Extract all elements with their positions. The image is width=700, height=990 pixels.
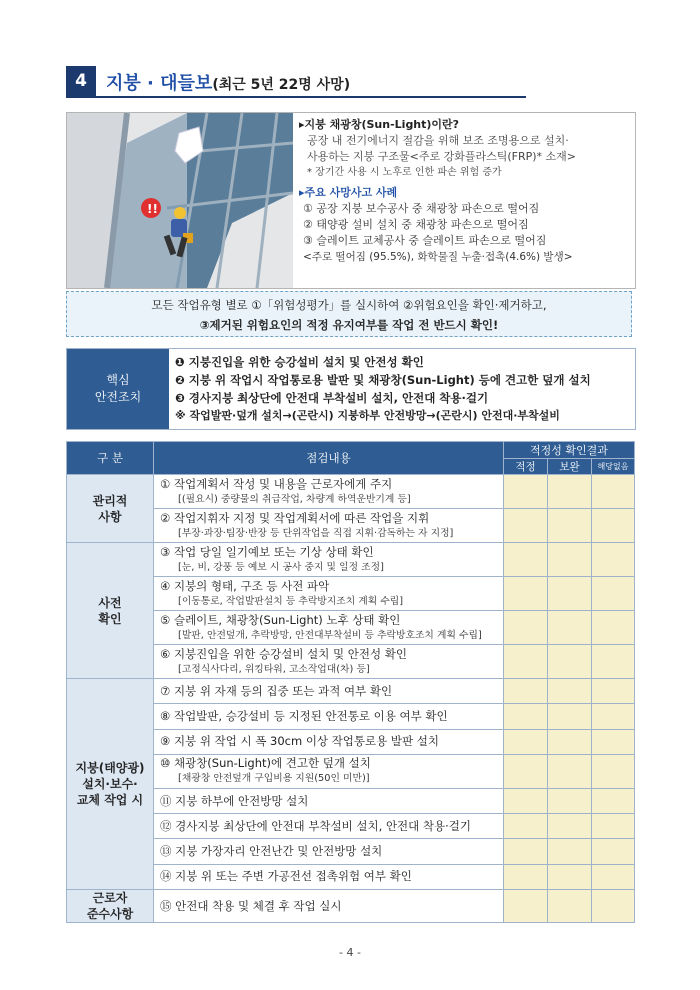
section-header	[66, 66, 526, 98]
result-cell-na[interactable]	[592, 509, 635, 543]
core-safety-list	[175, 353, 631, 425]
result-cell-na[interactable]	[592, 611, 635, 645]
category-label: 사전	[98, 595, 122, 610]
result-cell-fix[interactable]	[548, 890, 592, 923]
result-cell-na[interactable]	[592, 577, 635, 611]
category-label: 사항	[98, 509, 122, 524]
table-row	[67, 475, 635, 509]
check-item-detail: [부장·과장·팀장·반장 등 단위작업을 직접 지휘·감독하는 자 지정]	[178, 527, 454, 539]
check-item-text: ⑥ 지붕진입을 위한 승강설비 설치 및 안전성 확인	[160, 646, 407, 661]
info-line: 공장 내 전기에너지 절감을 위해 보조 조명용으로 설치·	[307, 134, 569, 147]
result-cell-ok[interactable]	[504, 679, 548, 704]
result-cell-ok[interactable]	[504, 864, 548, 889]
category-label: 근로자	[92, 891, 128, 906]
result-cell-ok[interactable]	[504, 788, 548, 813]
table-row	[67, 679, 635, 704]
core-item: ❸ 경사지붕 최상단에 안전대 부착설비 설치, 안전대 착용·걸기	[175, 391, 489, 405]
check-item-text: ③ 작업 당일 일기예보 또는 기상 상태 확인	[160, 544, 374, 559]
result-cell-fix[interactable]	[548, 509, 592, 543]
check-item	[154, 814, 504, 839]
check-item-text: ⑮ 안전대 착용 및 체결 후 작업 실시	[160, 898, 342, 913]
col-header-content: 점검내용	[154, 442, 504, 475]
result-cell-ok[interactable]	[504, 729, 548, 754]
notice-line: ③제거된 위험요인의 적정 유지여부를 작업 전 반드시 확인!	[199, 318, 499, 332]
check-item	[154, 729, 504, 754]
result-cell-na[interactable]	[592, 839, 635, 864]
check-item	[154, 577, 504, 611]
check-item-text: ⑬ 지붕 가장자리 안전난간 및 안전방망 설치	[160, 844, 383, 859]
result-cell-ok[interactable]	[504, 543, 548, 577]
col-header-ok: 적정	[504, 459, 548, 475]
result-cell-fix[interactable]	[548, 543, 592, 577]
result-cell-ok[interactable]	[504, 611, 548, 645]
category-cell	[67, 543, 154, 679]
result-cell-fix[interactable]	[548, 475, 592, 509]
info-line: 사용하는 지붕 구조물<주로 강화플라스틱(FRP)* 소재>	[307, 150, 576, 163]
check-item	[154, 509, 504, 543]
check-item	[154, 543, 504, 577]
result-cell-ok[interactable]	[504, 754, 548, 788]
result-cell-na[interactable]	[592, 543, 635, 577]
page-number: - 4 -	[339, 946, 361, 959]
category-cell	[67, 475, 154, 543]
check-item	[154, 475, 504, 509]
result-cell-ok[interactable]	[504, 839, 548, 864]
category-cell	[67, 890, 154, 923]
result-cell-fix[interactable]	[548, 704, 592, 729]
result-cell-fix[interactable]	[548, 788, 592, 813]
result-cell-ok[interactable]	[504, 890, 548, 923]
result-cell-ok[interactable]	[504, 704, 548, 729]
check-item-text: ⑭ 지붕 위 또는 주변 가공전선 접촉위험 여부 확인	[160, 869, 412, 884]
case-item: ① 공장 지붕 보수공사 중 채광창 파손으로 떨어짐	[303, 202, 540, 215]
check-item-text: ⑦ 지붕 위 자재 등의 집중 또는 과적 여부 확인	[160, 683, 393, 698]
section-title-sub: (최근 5년 22명 사망)	[212, 77, 351, 93]
case-item: ③ 슬레이트 교체공사 중 슬레이트 파손으로 떨어짐	[303, 234, 547, 247]
result-cell-na[interactable]	[592, 475, 635, 509]
result-cell-na[interactable]	[592, 890, 635, 923]
result-cell-ok[interactable]	[504, 509, 548, 543]
result-cell-fix[interactable]	[548, 864, 592, 889]
case-stats: <주로 떨어짐 (95.5%), 화학물질 누출·접촉(4.6%) 발생>	[303, 251, 573, 263]
check-item-text: ⑧ 작업발판, 승강설비 등 지정된 안전통로 이용 여부 확인	[160, 708, 448, 723]
core-item: ❷ 지붕 위 작업시 작업통로용 발판 및 채광창(Sun-Light) 등에 견고한 덮개 설치	[175, 373, 591, 387]
result-cell-fix[interactable]	[548, 577, 592, 611]
table-row	[67, 543, 635, 577]
check-item-detail: [발판, 안전덮개, 추락방망, 안전대부착설비 등 추락방호조치 계획 수립]	[178, 629, 482, 641]
result-cell-na[interactable]	[592, 645, 635, 679]
result-cell-fix[interactable]	[548, 839, 592, 864]
core-label-line: 안전조치	[94, 390, 142, 404]
category-label: 교체 작업 시	[76, 793, 144, 808]
check-item	[154, 788, 504, 813]
core-safety-label	[67, 349, 169, 429]
info-heading-cases: ▸주요 사망사고 사례	[299, 186, 398, 199]
check-item-detail: [고정식사다리, 위킹타워, 고소작업대(차) 등]	[178, 663, 370, 675]
category-label: 준수사항	[86, 907, 134, 922]
result-cell-fix[interactable]	[548, 611, 592, 645]
info-heading-skylight: ▸지붕 채광창(Sun-Light)이란?	[299, 118, 460, 131]
result-cell-ok[interactable]	[504, 577, 548, 611]
result-cell-na[interactable]	[592, 754, 635, 788]
check-item-text: ⑤ 슬레이트, 채광창(Sun-Light) 노후 상태 확인	[160, 612, 401, 627]
check-item-text: ⑨ 지붕 위 작업 시 폭 30cm 이상 작업통로용 발판 설치	[160, 734, 439, 749]
check-item-text: ① 작업계획서 작성 및 내용을 근로자에게 주지	[160, 476, 393, 491]
check-item-detail: [(필요시) 중량물의 취급작업, 차량계 하역운반기계 등]	[178, 493, 411, 505]
check-item-text: ⑩ 채광창(Sun-Light)에 견고한 덮개 설치	[160, 756, 371, 771]
check-item-text: ⑫ 경사지붕 최상단에 안전대 부착설비 설치, 안전대 착용·걸기	[160, 818, 472, 833]
col-header-na: 해당없음	[592, 459, 635, 475]
check-item	[154, 864, 504, 889]
intro-box	[66, 112, 636, 289]
check-item-detail: [눈, 비, 강풍 등 예보 시 공사 중지 및 일정 조정]	[178, 561, 384, 573]
category-label: 지붕(태양광)	[75, 761, 145, 776]
col-header-result: 적정성 확인결과	[504, 442, 635, 459]
result-cell-na[interactable]	[592, 704, 635, 729]
core-safety-box	[66, 348, 636, 430]
check-item	[154, 704, 504, 729]
svg-text:!!: !!	[147, 202, 158, 216]
check-item	[154, 679, 504, 704]
result-cell-na[interactable]	[592, 788, 635, 813]
check-item-detail: [채광창 안전덮개 구입비용 지원(50인 미만)]	[178, 773, 370, 785]
notice-box	[66, 291, 632, 337]
section-title	[106, 69, 350, 95]
core-item: ❶ 지붕진입을 위한 승강설비 설치 및 안전성 확인	[175, 355, 424, 369]
case-item: ② 태양광 설비 설치 중 채광창 파손으로 떨어짐	[303, 218, 529, 231]
category-label: 관리적	[92, 493, 128, 508]
result-cell-na[interactable]	[592, 679, 635, 704]
category-label: 확인	[98, 611, 122, 626]
checklist-table	[66, 441, 635, 923]
skylight-info	[299, 117, 629, 265]
result-cell-ok[interactable]	[504, 475, 548, 509]
col-header-fix: 보완	[548, 459, 592, 475]
check-item	[154, 645, 504, 679]
core-note: ※ 작업발판·덮개 설치→(곤란시) 지붕하부 안전방망→(곤란시) 안전대·부착설비	[175, 409, 560, 422]
section-number: 4	[66, 66, 96, 96]
col-header-category: 구 분	[67, 442, 154, 475]
check-item	[154, 611, 504, 645]
core-label-line: 핵심	[106, 373, 130, 387]
result-cell-fix[interactable]	[548, 729, 592, 754]
check-item	[154, 839, 504, 864]
result-cell-fix[interactable]	[548, 679, 592, 704]
result-cell-na[interactable]	[592, 729, 635, 754]
section-title-main: 지붕 · 대들보	[106, 73, 213, 94]
result-cell-na[interactable]	[592, 814, 635, 839]
result-cell-fix[interactable]	[548, 645, 592, 679]
result-cell-fix[interactable]	[548, 814, 592, 839]
skylight-fall-illustration	[67, 113, 293, 288]
check-item	[154, 754, 504, 788]
category-cell	[67, 679, 154, 890]
result-cell-ok[interactable]	[504, 645, 548, 679]
check-item-detail: [이동통로, 작업발판설치 등 추락방지조치 계획 수립]	[178, 595, 404, 607]
notice-line: 모든 작업유형 별로 ①「위험성평가」를 실시하여 ②위험요인을 확인·제거하고,	[151, 298, 547, 312]
result-cell-ok[interactable]	[504, 814, 548, 839]
result-cell-na[interactable]	[592, 864, 635, 889]
check-item-text: ④ 지붕의 형태, 구조 등 사전 파악	[160, 578, 330, 593]
check-item-text: ② 작업지휘자 지정 및 작업계획서에 따른 작업을 지휘	[160, 510, 430, 525]
check-item-text: ⑪ 지붕 하부에 안전방망 설치	[160, 793, 309, 808]
check-item	[154, 890, 504, 923]
table-row	[67, 890, 635, 923]
result-cell-fix[interactable]	[548, 754, 592, 788]
info-note: * 장기간 사용 시 노후로 인한 파손 위험 증가	[307, 167, 502, 178]
category-label: 설치·보수·	[82, 777, 138, 792]
